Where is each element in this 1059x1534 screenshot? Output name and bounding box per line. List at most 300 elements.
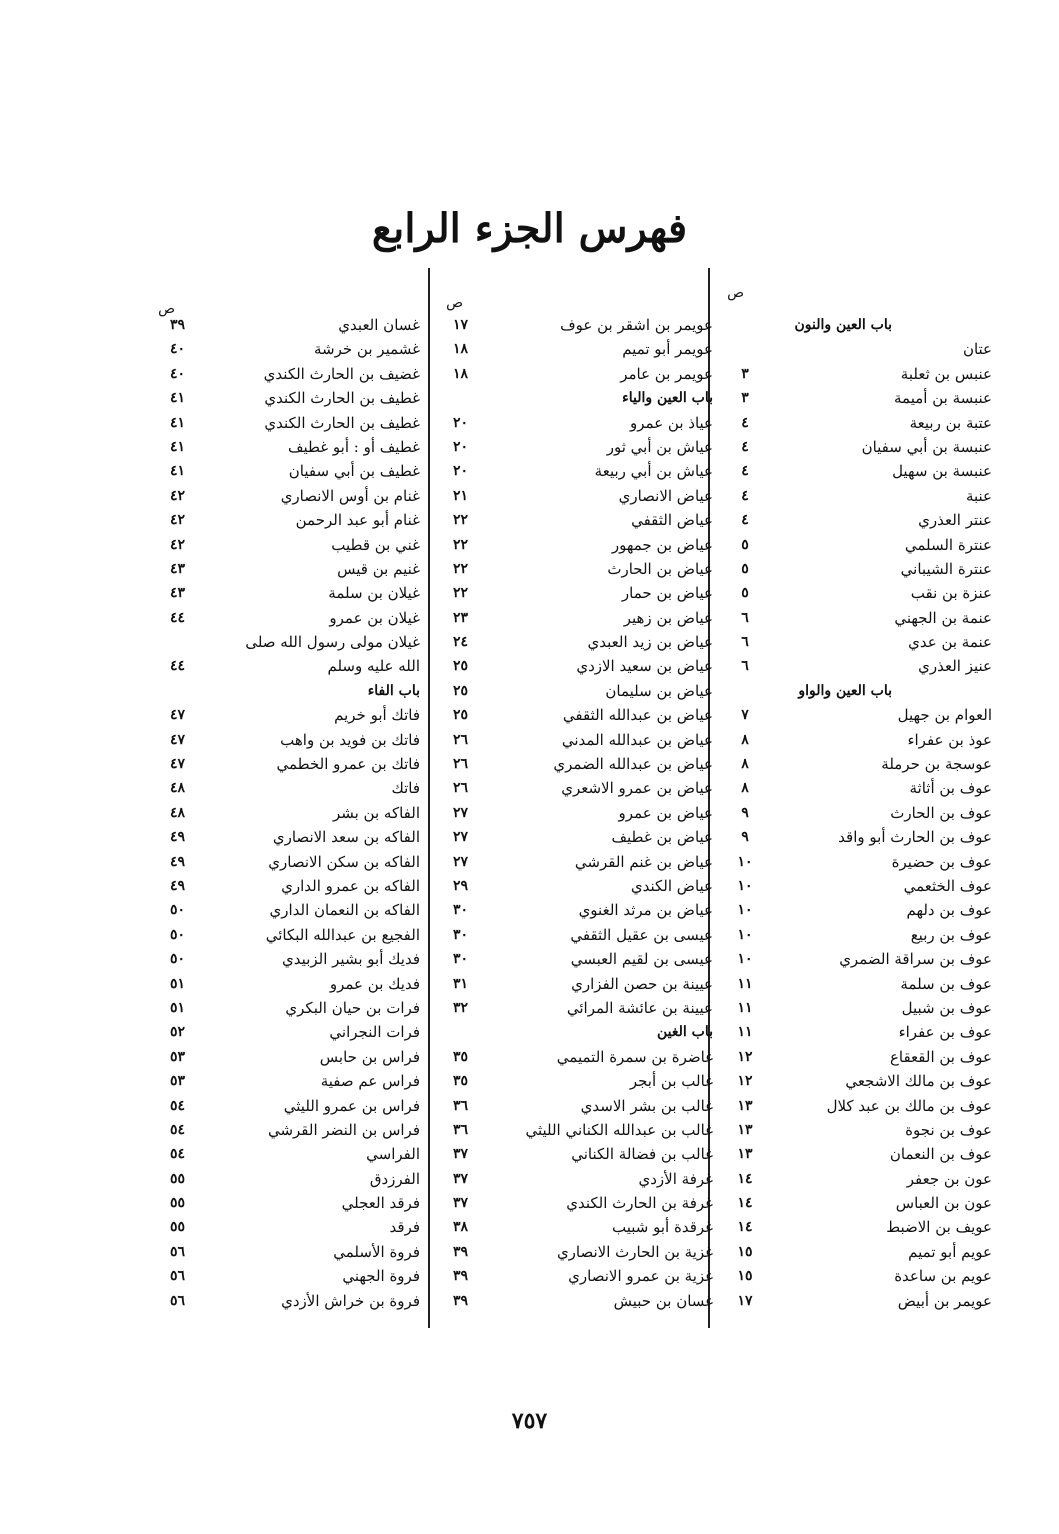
index-entry <box>160 484 440 508</box>
index-entry <box>160 1094 440 1118</box>
index-entry <box>730 1020 1000 1044</box>
entry-name: عياض بن مرثد الغنوي <box>578 901 713 920</box>
entry-page-number: ٤١ <box>169 438 186 455</box>
entry-name: عنبة <box>965 486 992 505</box>
entry-page-number: ٨ <box>741 780 749 797</box>
index-entry <box>443 362 728 386</box>
entry-name: غاضرة بن سمرة التميمي <box>556 1047 713 1066</box>
index-entry <box>443 874 728 898</box>
entry-name: غزية بن الحارث الانصاري <box>556 1242 713 1261</box>
index-entry <box>443 1045 728 1069</box>
index-entry <box>160 874 440 898</box>
entry-name: عوف الخثعمي <box>903 876 992 895</box>
index-entry <box>160 703 440 727</box>
entry-name: عياض بن جمهور <box>611 535 713 554</box>
entry-page-number: ١١ <box>737 999 753 1016</box>
entry-page-number: ٢٢ <box>452 560 469 577</box>
index-entry <box>160 898 440 922</box>
entry-name: غطيف أو : أبو غطيف <box>287 437 420 456</box>
section-heading <box>160 679 440 703</box>
index-entry <box>730 1167 1000 1191</box>
entry-name: غسان بن حبيش <box>613 1291 713 1310</box>
entry-page-number: ٤ <box>741 414 749 431</box>
entry-page-number: ٥١ <box>169 975 186 992</box>
entry-page-number: ٦ <box>741 634 749 651</box>
entry-name: عيسى بن عقيل الثقفي <box>570 925 713 944</box>
entry-page-number: ٤٤ <box>169 658 186 675</box>
index-entry <box>443 947 728 971</box>
entry-name: غطيف بن أبي سفيان <box>288 462 420 481</box>
entry-name: فرات بن حيان البكري <box>285 998 420 1017</box>
entry-page-number: ٤٨ <box>169 804 186 821</box>
entry-name: عنترة الشيباني <box>900 559 992 578</box>
entry-name: غرقدة أبو شبيب <box>611 1218 713 1237</box>
entry-name: عنترة السلمي <box>904 535 992 554</box>
index-entry <box>730 508 1000 532</box>
page-title: فهرس الجزء الرابع <box>371 205 688 252</box>
index-entry <box>730 337 1000 361</box>
entry-name: غشمير بن خرشة <box>314 340 420 359</box>
entry-name: الفجيع بن عبدالله البكائي <box>265 925 420 944</box>
entry-page-number: ١٤ <box>737 1170 753 1187</box>
index-entry <box>160 850 440 874</box>
entry-name: عياض بن الحارث <box>607 559 713 578</box>
entry-name: عياض بن عبدالله الضمري <box>553 755 713 774</box>
entry-page-number: ١٢ <box>737 1048 753 1065</box>
entry-name: عياض الانصاري <box>618 486 713 505</box>
index-entry <box>160 728 440 752</box>
entry-name: عون بن جعفر <box>906 1169 992 1188</box>
entry-page-number: ١١ <box>737 975 753 992</box>
entry-page-number: ٢١ <box>452 487 469 504</box>
entry-page-number: ١٧ <box>737 1292 753 1309</box>
index-entry <box>160 1191 440 1215</box>
entry-page-number: ٣٧ <box>452 1146 469 1163</box>
entry-page-number: ٣ <box>741 390 749 407</box>
entry-name: فاتك بن فويد بن واهب <box>280 730 420 749</box>
section-heading-label: باب الفاء <box>367 682 420 699</box>
index-rows <box>443 313 728 1313</box>
entry-name: الله عليه وسلم <box>327 657 420 676</box>
entry-name: عنبس بن ثعلبة <box>900 364 992 383</box>
index-entry <box>160 1264 440 1288</box>
entry-page-number: ٢٧ <box>452 853 469 870</box>
index-entry <box>443 313 728 337</box>
index-rows <box>160 313 440 1313</box>
index-entry <box>730 459 1000 483</box>
entry-page-number: ١١ <box>737 1024 753 1041</box>
index-entry <box>730 1142 1000 1166</box>
index-entry <box>160 1167 440 1191</box>
entry-name: عويم أبو تميم <box>908 1242 992 1261</box>
entry-name: عويمر بن اشقر بن عوف <box>560 316 713 334</box>
entry-name: عياذ بن عمرو <box>630 413 713 432</box>
section-heading-label: باب الغين <box>656 1024 713 1041</box>
entry-name: غالب بن عبدالله الكناني الليثي <box>525 1120 713 1139</box>
index-entry <box>443 508 728 532</box>
index-rows <box>730 313 1000 1313</box>
section-heading-label: باب العين والياء <box>622 390 713 407</box>
entry-name: الفاكه بن النعمان الداري <box>269 901 420 920</box>
index-entry <box>730 581 1000 605</box>
entry-page-number: ٤٧ <box>169 756 186 773</box>
page-column-header: ص <box>446 295 463 311</box>
section-heading <box>443 386 728 410</box>
entry-page-number: ٢٥ <box>452 707 469 724</box>
entry-page-number: ٥٠ <box>169 902 186 919</box>
index-entry <box>443 1240 728 1264</box>
entry-name: غنام بن أوس الانصاري <box>280 486 420 505</box>
index-entry <box>160 435 440 459</box>
index-entry <box>160 1069 440 1093</box>
entry-page-number: ٦ <box>741 609 749 626</box>
entry-name: فرقد العجلي <box>341 1194 420 1213</box>
entry-name: عوف بن الحارث أبو واقد <box>838 828 992 847</box>
entry-page-number: ٣٢ <box>452 999 469 1016</box>
index-entry <box>160 606 440 630</box>
entry-name: عياض بن عبدالله المدني <box>561 730 713 749</box>
entry-name: فديك بن عمرو <box>329 974 420 993</box>
index-entry <box>730 435 1000 459</box>
index-entry <box>443 1142 728 1166</box>
entry-page-number: ٣٧ <box>452 1195 469 1212</box>
entry-name: عنمة بن الجهني <box>894 608 992 627</box>
page-column-header: ص <box>158 301 175 317</box>
entry-page-number: ٥٤ <box>169 1146 186 1163</box>
entry-name: عياض بن حمار <box>621 584 713 603</box>
entry-name: غيلان بن عمرو <box>329 608 420 627</box>
entry-page-number: ١٢ <box>737 1073 753 1090</box>
index-entry <box>443 728 728 752</box>
entry-name: عياض بن سليمان <box>605 681 713 700</box>
index-entry <box>730 752 1000 776</box>
entry-page-number: ٤ <box>741 438 749 455</box>
index-entry <box>730 630 1000 654</box>
entry-name: عياش بن أبي ربيعة <box>594 462 713 481</box>
entry-name: عياض بن غنم القرشي <box>574 852 713 871</box>
entry-page-number: ١٠ <box>737 877 753 894</box>
index-entry <box>730 1240 1000 1264</box>
entry-name: فراس عم صفية <box>320 1072 420 1091</box>
index-entry <box>730 703 1000 727</box>
entry-name: فاتك أبو خريم <box>334 706 420 725</box>
entry-name: غنيم بن قيس <box>337 559 420 578</box>
index-entry <box>160 996 440 1020</box>
index-entry <box>443 630 728 654</box>
index-entry <box>160 1118 440 1142</box>
entry-page-number: ١٥ <box>737 1268 753 1285</box>
entry-page-number: ٣٠ <box>452 902 469 919</box>
index-entry <box>160 362 440 386</box>
entry-name: عياش بن أبي ثور <box>606 437 713 456</box>
entry-page-number: ٢٢ <box>452 585 469 602</box>
index-entry <box>730 1045 1000 1069</box>
entry-name: عوف بن شبيل <box>901 998 992 1017</box>
entry-name: عوف بن ربيع <box>910 925 992 944</box>
entry-page-number: ٣٦ <box>452 1121 469 1138</box>
index-entry <box>160 923 440 947</box>
entry-name: عويف بن الاضبط <box>886 1218 992 1237</box>
index-entry <box>443 1167 728 1191</box>
entry-name: غرفة الأزدي <box>638 1169 713 1188</box>
entry-page-number: ٨ <box>741 756 749 773</box>
entry-page-number: ١٤ <box>737 1219 753 1236</box>
index-entry <box>160 337 440 361</box>
entry-page-number: ٢٧ <box>452 829 469 846</box>
entry-page-number: ٤٧ <box>169 731 186 748</box>
entry-name: عنبسة بن سهيل <box>892 462 992 481</box>
entry-page-number: ٤ <box>741 512 749 529</box>
index-entry <box>160 508 440 532</box>
index-entry <box>730 1264 1000 1288</box>
entry-page-number: ٣ <box>741 365 749 382</box>
entry-page-number: ٧ <box>741 707 749 724</box>
entry-page-number: ٤٩ <box>169 853 186 870</box>
entry-name: فاتك <box>391 779 420 798</box>
entry-page-number: ٥٠ <box>169 951 186 968</box>
index-entry <box>730 1094 1000 1118</box>
entry-page-number: ٣٠ <box>452 951 469 968</box>
entry-name: عوف بن سراقة الضمري <box>839 950 992 969</box>
entry-page-number: ٤١ <box>169 414 186 431</box>
page-column-header: ص <box>727 285 744 301</box>
entry-page-number: ١٥ <box>737 1243 753 1260</box>
section-heading-label: باب العين والنون <box>794 317 892 333</box>
index-entry <box>160 1142 440 1166</box>
entry-name: عوف بن مالك بن عبد كلال <box>826 1096 992 1115</box>
entry-page-number: ٣٩ <box>452 1268 469 1285</box>
entry-page-number: ٣٧ <box>452 1170 469 1187</box>
entry-name: الفاكه بن بشر <box>332 803 420 822</box>
index-entry <box>443 1215 728 1239</box>
entry-page-number: ٣٨ <box>452 1219 469 1236</box>
entry-page-number: ٤٢ <box>169 512 186 529</box>
index-entry <box>160 776 440 800</box>
entry-page-number: ١٠ <box>737 853 753 870</box>
entry-page-number: ٤٣ <box>169 560 186 577</box>
index-entry <box>730 898 1000 922</box>
index-entry <box>730 850 1000 874</box>
entry-page-number: ٤٨ <box>169 780 186 797</box>
entry-name: عيينة بن حصن الفزاري <box>571 974 713 993</box>
entry-name: عيسى بن لقيم العبسي <box>570 950 713 969</box>
entry-page-number: ١٤ <box>737 1195 753 1212</box>
entry-page-number: ٣٠ <box>452 926 469 943</box>
entry-page-number: ١٠ <box>737 926 753 943</box>
index-entry <box>443 679 728 703</box>
index-entry <box>730 1215 1000 1239</box>
entry-page-number: ٤٧ <box>169 707 186 724</box>
index-entry <box>443 972 728 996</box>
entry-page-number: ٤٠ <box>169 365 186 382</box>
index-entry <box>443 654 728 678</box>
entry-page-number: ٢٢ <box>452 512 469 529</box>
index-entry <box>443 776 728 800</box>
entry-name: عياض الثقفي <box>631 511 713 530</box>
entry-name: غالب بن بشر الاسدي <box>580 1096 713 1115</box>
entry-name: عنمة بن عدي <box>908 633 992 652</box>
entry-name: عوف بن مالك الاشجعي <box>845 1072 992 1091</box>
entry-name: عوف بن نجوة <box>905 1120 992 1139</box>
entry-name: عتبة بن ربيعة <box>909 413 992 432</box>
index-entry <box>160 1215 440 1239</box>
entry-page-number: ٩ <box>741 829 749 846</box>
page-number: ٧٥٧ <box>511 1408 548 1434</box>
entry-page-number: ٢٠ <box>452 463 469 480</box>
entry-name: غضيف بن الحارث الكندي <box>263 364 420 383</box>
index-entry <box>730 776 1000 800</box>
entry-name: عنبسة بن أميمة <box>894 389 992 408</box>
entry-page-number: ٤٩ <box>169 877 186 894</box>
entry-page-number: ٨ <box>741 731 749 748</box>
index-entry <box>443 825 728 849</box>
entry-page-number: ١٣ <box>737 1121 753 1138</box>
entry-name: عتان <box>962 340 992 359</box>
entry-page-number: ١٣ <box>737 1146 753 1163</box>
index-entry <box>443 752 728 776</box>
index-entry <box>443 606 728 630</box>
entry-page-number: ١٠ <box>737 951 753 968</box>
index-entry <box>730 484 1000 508</box>
entry-page-number: ٥٣ <box>169 1073 186 1090</box>
entry-page-number: ٥٦ <box>169 1243 186 1260</box>
entry-page-number: ٢٣ <box>452 609 469 626</box>
entry-page-number: ٥٠ <box>169 926 186 943</box>
entry-name: الفرزدق <box>369 1169 420 1188</box>
index-entry <box>730 1118 1000 1142</box>
entry-page-number: ٢٠ <box>452 438 469 455</box>
index-entry <box>730 386 1000 410</box>
entry-name: غيلان بن سلمة <box>328 584 420 603</box>
index-entry <box>160 654 440 678</box>
section-heading <box>443 1020 728 1044</box>
index-entry <box>730 728 1000 752</box>
index-entry <box>160 411 440 435</box>
index-entry <box>730 1069 1000 1093</box>
entry-page-number: ٥٥ <box>169 1170 186 1187</box>
entry-page-number: ٢٢ <box>452 536 469 553</box>
entry-page-number: ٩ <box>741 804 749 821</box>
entry-name: عوف بن سلمة <box>900 974 992 993</box>
entry-name: فرات النجراني <box>329 1023 420 1042</box>
entry-name: الفاكه بن سكن الانصاري <box>268 852 420 871</box>
entry-name: غرفة بن الحارث الكندي <box>566 1194 713 1213</box>
entry-page-number: ١٨ <box>452 341 469 358</box>
entry-page-number: ٤٤ <box>169 609 186 626</box>
index-entry <box>443 996 728 1020</box>
entry-name: غالب بن فضالة الكناني <box>571 1145 713 1164</box>
entry-name: عنبسة بن أبي سفيان <box>861 437 992 456</box>
index-entry <box>443 1191 728 1215</box>
index-entry <box>443 459 728 483</box>
entry-name: العوام بن جهيل <box>897 706 992 725</box>
entry-page-number: ٢٦ <box>452 756 469 773</box>
entry-name: عويمر أبو تميم <box>622 340 713 359</box>
index-entry <box>443 484 728 508</box>
index-entry <box>160 972 440 996</box>
entry-page-number: ٤٣ <box>169 585 186 602</box>
entry-page-number: ٥٤ <box>169 1121 186 1138</box>
entry-name: عون بن العباس <box>895 1194 992 1213</box>
entry-page-number: ٢٤ <box>452 634 469 651</box>
entry-page-number: ١٠ <box>737 902 753 919</box>
index-entry <box>443 435 728 459</box>
entry-name: عوف بن الحارث <box>890 803 992 822</box>
index-entry <box>160 1045 440 1069</box>
entry-name: عوف بن حضيرة <box>891 852 992 871</box>
entry-page-number: ٢٥ <box>452 658 469 675</box>
index-entry <box>160 459 440 483</box>
entry-name: الفاكه بن عمرو الداري <box>281 876 420 895</box>
entry-page-number: ٤٠ <box>169 341 186 358</box>
section-heading-label: باب العين والواو <box>798 682 892 699</box>
entry-name: عويمر بن أبيض <box>897 1291 992 1310</box>
entry-page-number: ١٨ <box>452 365 469 382</box>
entry-name: غطيف بن الحارث الكندي <box>264 389 420 408</box>
index-entry <box>730 533 1000 557</box>
section-heading <box>730 679 1000 703</box>
entry-name: عوف بن النعمان <box>889 1145 992 1164</box>
entry-page-number: ٤٩ <box>169 829 186 846</box>
entry-name: غيلان مولى رسول الله صلى <box>245 633 420 652</box>
entry-name: فروة بن خراش الأزدي <box>281 1291 420 1310</box>
index-entry <box>730 654 1000 678</box>
index-entry <box>730 923 1000 947</box>
index-entry <box>443 581 728 605</box>
entry-page-number: ٥٥ <box>169 1219 186 1236</box>
entry-page-number: ٤١ <box>169 390 186 407</box>
index-entry <box>160 801 440 825</box>
entry-name: غالب بن أبجر <box>629 1072 713 1091</box>
index-entry <box>160 1020 440 1044</box>
entry-name: عياض بن زهير <box>623 608 713 627</box>
index-entry <box>730 1191 1000 1215</box>
index-entry <box>160 947 440 971</box>
index-entry <box>443 411 728 435</box>
entry-name: فرقد <box>389 1218 420 1237</box>
entry-name: الفاكه بن سعد الانصاري <box>272 828 420 847</box>
entry-name: الفراسي <box>366 1145 420 1164</box>
section-heading <box>730 313 1000 337</box>
index-entry <box>730 411 1000 435</box>
entry-page-number: ٥٢ <box>169 1024 186 1041</box>
entry-name: فاتك بن عمرو الخطمي <box>276 755 420 774</box>
index-entry <box>160 1289 440 1313</box>
index-entry <box>443 533 728 557</box>
entry-name: عيينة بن عائشة المرائي <box>566 998 713 1017</box>
entry-page-number: ١٧ <box>452 317 469 333</box>
index-entry <box>730 947 1000 971</box>
index-entry <box>730 606 1000 630</box>
entry-page-number: ٣٥ <box>452 1073 469 1090</box>
entry-name: غطيف بن الحارث الكندي <box>264 413 420 432</box>
index-entry <box>443 1118 728 1142</box>
index-column-3 <box>160 285 440 1325</box>
entry-page-number: ٣١ <box>452 975 469 992</box>
entry-page-number: ٣٦ <box>452 1097 469 1114</box>
index-entry <box>443 850 728 874</box>
entry-page-number: ٤ <box>741 487 749 504</box>
entry-page-number: ٢٥ <box>452 682 469 699</box>
index-entry <box>160 386 440 410</box>
index-entry <box>160 581 440 605</box>
entry-page-number: ٥١ <box>169 999 186 1016</box>
index-entry <box>160 533 440 557</box>
entry-page-number: ٥٥ <box>169 1195 186 1212</box>
entry-page-number: ٢٦ <box>452 731 469 748</box>
entry-name: عوف بن القعقاع <box>889 1047 992 1066</box>
entry-name: غني بن قطيب <box>331 535 420 554</box>
